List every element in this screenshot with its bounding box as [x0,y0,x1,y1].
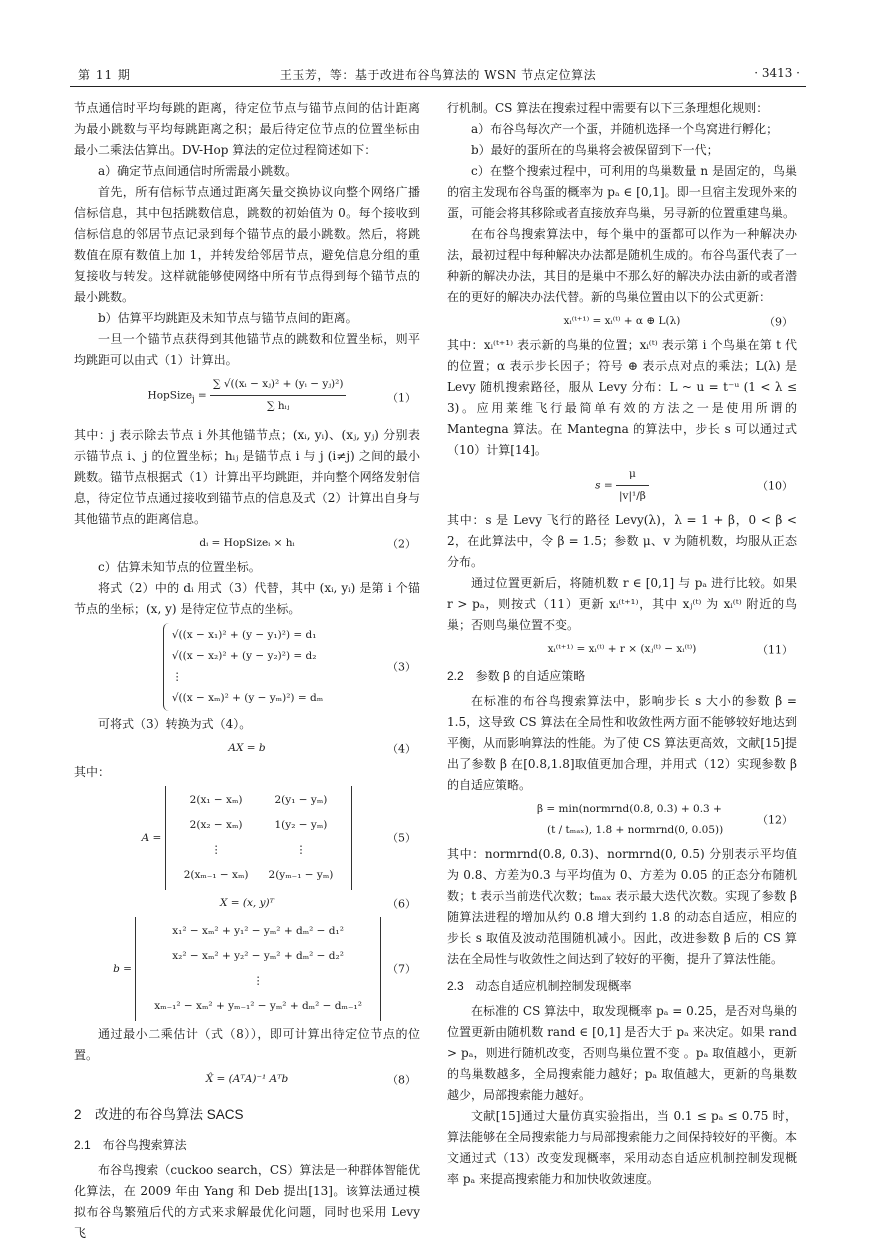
equation-12: β = min(normrnd(0.8, 0.3) + 0.3 + (t / tₘₐₓ), 1.8 + normrnd(0, 0.05)) （12） [537,803,793,836]
equation-3: √((x − x₁)² + (y − y₁)²) = d₁ √((x − x₂)² + (y − y₂)²) = d₂ ⋮ √((x − xₘ)² + (y − yₘ)²) = dₘ （3） [74,623,420,711]
rule-b: b）最好的蛋所在的鸟巢将会被保留到下一代； [471,143,719,157]
step-c: c）估算未知节点的位置坐标。 [98,560,261,574]
equation-6: X = (x, y)ᵀ （6） [219,897,416,910]
equation-7: b = x₁² − xₘ² + y₁² − yₘ² + dₘ² − d₁² x₂² − xₘ² + y₂² − yₘ² + dₘ² − d₂² ⋮ xₘ₋₁² − xₘ² + yₘ₋₁² − yₘ² + dₘ² − dₘ₋₁² （7） [74,917,420,1021]
paragraph: 将式（2）中的 dᵢ 用式（3）代替，其中 (xᵢ, yᵢ) 是第 i 个锚节点的坐标；(x, y) 是待定位节点的坐标。 [74,581,420,616]
page-number: · 3413 · [754,66,800,80]
equation-4: AX = b （4） [228,742,416,755]
paragraph: 在布谷鸟搜索算法中，每个巢中的蛋都可以作为一种解决办法，最初过程中每种解决办法都是随机生成的。布谷鸟蛋代表了一种新的解决办法，其目的是巢中不那么好的解决办法由新的或者潜在的更好的解决办法代替。新的鸟巢位置由以下的公式更新： [447,227,797,304]
equation-11: xᵢ⁽ᵗ⁺¹⁾ = xᵢ⁽ᵗ⁾ + r × (xⱼ⁽ᵗ⁾ − xᵢ⁽ᵗ⁾) （11） [547,643,793,656]
paragraph: 其中：xᵢ⁽ᵗ⁺¹⁾ 表示新的鸟巢的位置；xᵢ⁽ᵗ⁾ 表示第 i 个鸟巢在第 t 代的位置；α 表示步长因子；符号 ⊕ 表示点对点的乘法；L(λ) 是 Levy 随机搜索路径，服从 Levy 分布：L ~ u = t⁻ᵘ (1 < λ ≤ 3)。应用莱维飞行最简单有效的方法之一是使用所谓的 Mantegna 算法。在 Mantegna 的算法中，步长 s 可以通过式（10）计算[14]。 [447,338,797,457]
issue-number: 第 11 期 [78,68,131,82]
equation-8: X̂ = (AᵀA)⁻¹ Aᵀb （8） [205,1073,416,1086]
paragraph: 在标准的布谷鸟搜索算法中，影响步长 s 大小的参数 β = 1.5，这导致 CS 算法在全局性和收敛性两方面不能够较好地达到平衡，从而影响算法的性能。为了使 CS 算法更高效，文献[15]提出了参数 β 在[0.8,1.8]取值更加合理，并用式（12）实现参数 β 的自适应策略。 [447,694,797,792]
paragraph: 通过最小二乘估计（式（8）），即可计算出待定位节点的位置。 [74,1027,420,1062]
paragraph: 可将式（3）转换为式（4）。 [98,717,252,731]
left-column [74,98,420,1244]
equation-9: xᵢ⁽ᵗ⁺¹⁾ = xᵢ⁽ᵗ⁾ + α ⊕ L(λ) （9） [563,315,793,328]
paragraph: 首先，所有信标节点通过距离矢量交换协议向整个网络广播信标信息，其中包括跳数信息，跳数的初始值为 0。每个接收到信标信息的邻居节点记录到每个锚节点的最小跳数。然后，将跳数值在原有数值上加 1，并转发给邻居节点，避免信息分组的重复接收与转发。这样就能够使网络中所有节点得到每个锚节点的最小跳数。 [74,185,420,304]
equation-2: dᵢ = HopSizeᵢ × hᵢ （2） [199,537,416,550]
paragraph: 其中：s 是 Levy 飞行的路径 Levy(λ)，λ = 1 + β，0 < β < 2，在此算法中，令 β = 1.5；参数 μ、v 为随机数，均服从正态分布。 [447,513,797,569]
paragraph: 其中： [74,765,111,779]
paragraph: 文献[15]通过大量仿真实验指出，当 0.1 ≤ pₐ ≤ 0.75 时，算法能够在全局搜索能力与局部搜索能力之间保持较好的平衡。本文通过式（13）改变发现概率，采用动态自适应机制控制发现概率 pₐ 来提高搜索能力和加快收敛速度。 [447,1109,797,1186]
subsection-heading: 2.3 动态自适应机制控制发现概率 [447,979,632,993]
subsection-heading: 2.1 布谷鸟搜索算法 [74,1138,187,1152]
paragraph: 节点通信时平均每跳的距离，待定位节点与锚节点间的估计距离为最小跳数与平均每跳距离之积；最后待定位节点的位置坐标由最小二乘法估算出。DV-Hop 算法的定位过程简述如下： [74,101,420,157]
paragraph: 通过位置更新后，将随机数 r ∈ [0,1] 与 pₐ 进行比较。如果 r > pₐ，则按式（11）更新 xᵢ⁽ᵗ⁺¹⁾，其中 xⱼ⁽ᵗ⁾ 为 xᵢ⁽ᵗ⁾ 附近的鸟巢；否则鸟巢位置不变。 [447,576,797,632]
equation-10: s = $\frac{\mu}{\text{|v|¹/β}}$ （10） [447,464,797,507]
paragraph: 一旦一个锚节点获得到其他锚节点的跳数和位置坐标，则平均跳距可以由式（1）计算出。 [74,332,420,367]
step-a: a）确定节点间通信时所需最小跳数。 [98,164,298,178]
paragraph: 行机制。CS 算法在搜索过程中需要有以下三条理想化规则： [447,101,769,115]
right-column [447,98,797,1190]
rule-a: a）布谷鸟每次产一个蛋，并随机选择一个鸟窝进行孵化； [471,122,779,136]
paragraph: 布谷鸟搜索（cuckoo search，CS）算法是一种群体智能优化算法，在 2009 年由 Yang 和 Deb 提出[13]。该算法通过模拟布谷鸟繁殖后代的方式来求解最优化问题，同时也采用 Levy 飞 [74,1163,420,1240]
paragraph: 其中：normrnd(0.8, 0.3)、normrnd(0, 0.5) 分别表示平均值为 0.8、方差为0.3 与平均值为 0、方差为 0.05 的正态分布随机数；t 表示当前迭代次数；tₘₐₓ 表示最大迭代次数。实现了参数 β 随算法进程的增加从约 0.8 增大到约 1.8 的动态自适应，相应的步长 s 取值及波动范围随机减小。因此，改进参数 β 后的 CS 算法在全局性与收敛性之间达到了较好的平衡，提升了算法性能。 [447,847,797,966]
paragraph: 在标准的 CS 算法中，取发现概率 pₐ = 0.25，是否对鸟巢的位置更新由随机数 rand ∈ [0,1] 是否大于 pₐ 来决定。如果 rand > pₐ，则进行随机改变，否则鸟巢位置不变 。pₐ 取值越小，更新的鸟巢数越多，全局搜索能力越好；pₐ 取值越大，更新的鸟巢数越少，局部搜索能力越好。 [447,1004,797,1102]
step-b: b）估算平均跳距及未知节点与锚节点间的距离。 [98,311,358,325]
paragraph: 其中：j 表示除去节点 i 外其他锚节点；(xᵢ, yᵢ)、(xⱼ, yⱼ) 分别表示锚节点 i、j 的位置坐标；hᵢⱼ 是锚节点 i 与 j (i≠j) 之间的最小跳数。锚节点根据式（1）计算出平均跳距，并向整个网络发射信息，待定位节点通过接收到锚节点的信息及式（2）计算出自身与其他锚节点的距离信息。 [74,428,420,526]
page-header [70,64,806,87]
subsection-heading: 2.2 参数 β 的自适应策略 [447,669,586,683]
equation-5: A = 2(x₁ − xₘ) 2(y₁ − yₘ) 2(x₂ − xₘ) 1(y₂ − yₘ) ⋮ ⋮ 2(xₘ₋₁ − xₘ) 2(yₘ₋₁ − yₘ) （5） [74,786,420,890]
section-heading: 2 改进的布谷鸟算法 SACS [74,1107,244,1122]
running-title: 王玉芳，等：基于改进布谷鸟算法的 WSN 节点定位算法 [279,68,597,82]
rule-c: c）在整个搜索过程中，可利用的鸟巢数量 n 是固定的，鸟巢的宿主发现布谷鸟蛋的概率为 pₐ ∈ [0,1]。即一旦宿主发现外来的蛋，可能会将其移除或者直接放弃鸟巢，另寻新的位置重建鸟巢。 [447,164,797,220]
equation-1: HopSize$_j$ = $\frac{\text{∑ √((xᵢ − xⱼ)² + (yᵢ − yⱼ)²)}}{\text{∑ hᵢⱼ}}$ （1） [74,374,420,422]
